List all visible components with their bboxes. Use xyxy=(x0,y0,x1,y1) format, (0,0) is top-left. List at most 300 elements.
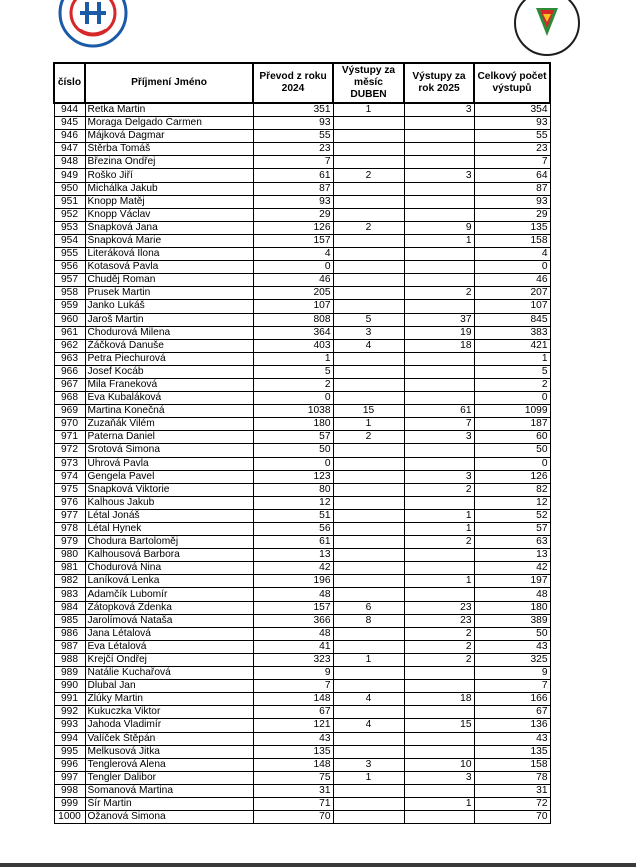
table-row xyxy=(54,169,550,182)
row-number: 1000 xyxy=(54,811,85,824)
table-row xyxy=(54,156,550,169)
row-number: 998 xyxy=(54,784,85,797)
row-month-climbs xyxy=(333,732,404,745)
row-year-climbs: 3 xyxy=(404,771,474,784)
row-number: 971 xyxy=(54,431,85,444)
row-year-climbs: 18 xyxy=(404,693,474,706)
row-year-climbs: 2 xyxy=(404,287,474,300)
row-month-climbs xyxy=(333,509,404,522)
row-year-climbs xyxy=(404,588,474,601)
row-total-climbs: 158 xyxy=(474,758,550,771)
row-name: Žáčková Danuše xyxy=(85,339,253,352)
row-year-climbs xyxy=(404,811,474,824)
row-transfer-2024: 67 xyxy=(253,706,333,719)
row-name: Tengler Dalibor xyxy=(85,771,253,784)
row-year-climbs xyxy=(404,392,474,405)
table-row xyxy=(54,287,550,300)
table-row xyxy=(54,653,550,666)
row-number: 973 xyxy=(54,457,85,470)
table-row xyxy=(54,418,550,431)
row-month-climbs xyxy=(333,234,404,247)
header-name: Příjmení Jméno xyxy=(85,63,253,103)
row-number: 947 xyxy=(54,143,85,156)
row-number: 945 xyxy=(54,117,85,130)
row-month-climbs xyxy=(333,365,404,378)
row-total-climbs: 166 xyxy=(474,693,550,706)
row-name: Létal Jonáš xyxy=(85,509,253,522)
row-total-climbs: 42 xyxy=(474,562,550,575)
table-row xyxy=(54,300,550,313)
row-transfer-2024: 56 xyxy=(253,523,333,536)
table-row xyxy=(54,431,550,444)
row-year-climbs xyxy=(404,680,474,693)
row-year-climbs xyxy=(404,457,474,470)
row-transfer-2024: 7 xyxy=(253,156,333,169)
table-row xyxy=(54,103,550,117)
row-total-climbs: 1 xyxy=(474,352,550,365)
row-transfer-2024: 123 xyxy=(253,470,333,483)
row-month-climbs xyxy=(333,287,404,300)
row-year-climbs xyxy=(404,365,474,378)
header-month-climbs: Výstupy za měsíc DUBEN xyxy=(333,63,404,103)
row-total-climbs: 29 xyxy=(474,208,550,221)
row-transfer-2024: 157 xyxy=(253,234,333,247)
row-number: 969 xyxy=(54,405,85,418)
row-name: Májková Dagmar xyxy=(85,130,253,143)
row-month-climbs xyxy=(333,680,404,693)
row-year-climbs xyxy=(404,130,474,143)
row-year-climbs xyxy=(404,143,474,156)
row-month-climbs xyxy=(333,784,404,797)
row-transfer-2024: 196 xyxy=(253,575,333,588)
row-transfer-2024: 403 xyxy=(253,339,333,352)
row-transfer-2024: 351 xyxy=(253,103,333,117)
row-number: 978 xyxy=(54,523,85,536)
row-total-climbs: 4 xyxy=(474,248,550,261)
row-year-climbs: 3 xyxy=(404,169,474,182)
row-name: Eva Kubaláková xyxy=(85,392,253,405)
table-row xyxy=(54,444,550,457)
row-year-climbs xyxy=(404,195,474,208)
row-transfer-2024: 0 xyxy=(253,261,333,274)
row-name: Zuzaňák Vilém xyxy=(85,418,253,431)
row-month-climbs: 1 xyxy=(333,418,404,431)
row-number: 991 xyxy=(54,693,85,706)
table-row xyxy=(54,378,550,391)
row-name: Březina Ondřej xyxy=(85,156,253,169)
row-number: 988 xyxy=(54,653,85,666)
row-total-climbs: 60 xyxy=(474,431,550,444)
row-transfer-2024: 70 xyxy=(253,811,333,824)
row-total-climbs: 207 xyxy=(474,287,550,300)
table-row xyxy=(54,784,550,797)
row-month-climbs: 2 xyxy=(333,221,404,234)
table-row xyxy=(54,496,550,509)
row-year-climbs: 1 xyxy=(404,575,474,588)
table-row xyxy=(54,182,550,195)
row-year-climbs: 15 xyxy=(404,719,474,732)
row-transfer-2024: 29 xyxy=(253,208,333,221)
row-month-climbs: 3 xyxy=(333,758,404,771)
row-month-climbs xyxy=(333,536,404,549)
row-month-climbs xyxy=(333,667,404,680)
row-transfer-2024: 51 xyxy=(253,509,333,522)
row-transfer-2024: 75 xyxy=(253,771,333,784)
row-name: Dlubal Jan xyxy=(85,680,253,693)
row-month-climbs xyxy=(333,457,404,470)
row-name: Zlúky Martin xyxy=(85,693,253,706)
row-total-climbs: 93 xyxy=(474,117,550,130)
row-transfer-2024: 2 xyxy=(253,378,333,391)
row-number: 967 xyxy=(54,378,85,391)
row-total-climbs: 48 xyxy=(474,588,550,601)
table-header-row xyxy=(54,63,550,103)
row-name: Prusek Martin xyxy=(85,287,253,300)
table-row xyxy=(54,365,550,378)
row-total-climbs: 52 xyxy=(474,509,550,522)
row-name: Ožanová Simona xyxy=(85,811,253,824)
row-year-climbs: 2 xyxy=(404,640,474,653)
table-row xyxy=(54,536,550,549)
table-row xyxy=(54,221,550,234)
row-transfer-2024: 23 xyxy=(253,143,333,156)
row-number: 946 xyxy=(54,130,85,143)
row-transfer-2024: 48 xyxy=(253,588,333,601)
row-transfer-2024: 12 xyxy=(253,496,333,509)
table-row xyxy=(54,811,550,824)
row-month-climbs xyxy=(333,562,404,575)
row-month-climbs xyxy=(333,261,404,274)
row-year-climbs: 9 xyxy=(404,221,474,234)
row-total-climbs: 55 xyxy=(474,130,550,143)
table-row xyxy=(54,313,550,326)
row-total-climbs: 67 xyxy=(474,706,550,719)
row-year-climbs xyxy=(404,352,474,365)
table-row xyxy=(54,680,550,693)
row-month-climbs xyxy=(333,444,404,457)
row-name: Kalhous Jakub xyxy=(85,496,253,509)
row-month-climbs xyxy=(333,588,404,601)
row-name: Létal Hynek xyxy=(85,523,253,536)
row-number: 986 xyxy=(54,627,85,640)
row-transfer-2024: 7 xyxy=(253,680,333,693)
table-row xyxy=(54,562,550,575)
row-total-climbs: 13 xyxy=(474,549,550,562)
row-total-climbs: 389 xyxy=(474,614,550,627)
row-number: 985 xyxy=(54,614,85,627)
row-total-climbs: 64 xyxy=(474,169,550,182)
row-year-climbs xyxy=(404,261,474,274)
row-name: Kalhousová Barbora xyxy=(85,549,253,562)
row-year-climbs: 1 xyxy=(404,234,474,247)
header-number: číslo xyxy=(54,63,85,103)
climbs-table xyxy=(53,62,551,824)
row-total-climbs: 31 xyxy=(474,784,550,797)
row-total-climbs: 82 xyxy=(474,483,550,496)
row-year-climbs: 37 xyxy=(404,313,474,326)
row-month-climbs xyxy=(333,378,404,391)
row-month-climbs xyxy=(333,523,404,536)
row-total-climbs: 136 xyxy=(474,719,550,732)
row-total-climbs: 46 xyxy=(474,274,550,287)
table-row xyxy=(54,758,550,771)
row-transfer-2024: 135 xyxy=(253,745,333,758)
row-name: Paterna Daniel xyxy=(85,431,253,444)
row-year-climbs xyxy=(404,667,474,680)
row-month-climbs: 4 xyxy=(333,719,404,732)
header-year-climbs: Výstupy za rok 2025 xyxy=(404,63,474,103)
row-total-climbs: 197 xyxy=(474,575,550,588)
row-month-climbs: 1 xyxy=(333,653,404,666)
row-name: Literáková Ilona xyxy=(85,248,253,261)
row-number: 962 xyxy=(54,339,85,352)
row-total-climbs: 43 xyxy=(474,640,550,653)
row-transfer-2024: 80 xyxy=(253,483,333,496)
table-row xyxy=(54,117,550,130)
row-month-climbs: 2 xyxy=(333,169,404,182)
row-transfer-2024: 5 xyxy=(253,365,333,378)
row-name: Gengela Pavel xyxy=(85,470,253,483)
row-number: 975 xyxy=(54,483,85,496)
row-month-climbs: 3 xyxy=(333,326,404,339)
header-transfer-2024: Převod z roku 2024 xyxy=(253,63,333,103)
table-row xyxy=(54,405,550,418)
row-month-climbs xyxy=(333,143,404,156)
row-number: 966 xyxy=(54,365,85,378)
row-name: Moraga Delgado Carmen xyxy=(85,117,253,130)
row-name: Jarolímová Nataša xyxy=(85,614,253,627)
row-month-climbs xyxy=(333,706,404,719)
row-month-climbs xyxy=(333,248,404,261)
row-name: Šnapková Viktorie xyxy=(85,483,253,496)
row-name: Martina Konečná xyxy=(85,405,253,418)
row-name: Petra Piechurová xyxy=(85,352,253,365)
row-total-climbs: 43 xyxy=(474,732,550,745)
table-row xyxy=(54,693,550,706)
row-number: 996 xyxy=(54,758,85,771)
row-number: 963 xyxy=(54,352,85,365)
row-name: Krejčí Ondřej xyxy=(85,653,253,666)
row-total-climbs: 78 xyxy=(474,771,550,784)
row-total-climbs: 0 xyxy=(474,392,550,405)
table-row xyxy=(54,195,550,208)
club-right-logo xyxy=(512,0,582,58)
row-year-climbs xyxy=(404,378,474,391)
row-month-climbs: 8 xyxy=(333,614,404,627)
table-row xyxy=(54,614,550,627)
row-transfer-2024: 31 xyxy=(253,784,333,797)
row-total-climbs: 72 xyxy=(474,797,550,810)
row-number: 979 xyxy=(54,536,85,549)
row-number: 952 xyxy=(54,208,85,221)
row-number: 953 xyxy=(54,221,85,234)
row-year-climbs: 2 xyxy=(404,483,474,496)
row-month-climbs: 4 xyxy=(333,339,404,352)
row-transfer-2024: 0 xyxy=(253,457,333,470)
row-transfer-2024: 55 xyxy=(253,130,333,143)
row-year-climbs: 23 xyxy=(404,614,474,627)
row-number: 982 xyxy=(54,575,85,588)
row-number: 970 xyxy=(54,418,85,431)
row-name: Šrotová Simona xyxy=(85,444,253,457)
row-transfer-2024: 57 xyxy=(253,431,333,444)
row-transfer-2024: 4 xyxy=(253,248,333,261)
row-total-climbs: 325 xyxy=(474,653,550,666)
table-row xyxy=(54,130,550,143)
row-name: Janko Lukáš xyxy=(85,300,253,313)
row-transfer-2024: 1 xyxy=(253,352,333,365)
row-month-climbs xyxy=(333,811,404,824)
table-row xyxy=(54,771,550,784)
row-number: 958 xyxy=(54,287,85,300)
row-name: Chodurová Milena xyxy=(85,326,253,339)
row-number: 955 xyxy=(54,248,85,261)
row-month-climbs: 1 xyxy=(333,103,404,117)
row-total-climbs: 7 xyxy=(474,156,550,169)
row-year-climbs: 1 xyxy=(404,509,474,522)
row-month-climbs xyxy=(333,496,404,509)
row-year-climbs: 61 xyxy=(404,405,474,418)
row-year-climbs xyxy=(404,562,474,575)
table-row xyxy=(54,797,550,810)
row-year-climbs: 19 xyxy=(404,326,474,339)
row-number: 961 xyxy=(54,326,85,339)
row-name: Kotasová Pavla xyxy=(85,261,253,274)
row-name: Kukuczka Viktor xyxy=(85,706,253,719)
row-month-climbs xyxy=(333,470,404,483)
row-number: 987 xyxy=(54,640,85,653)
row-transfer-2024: 366 xyxy=(253,614,333,627)
table-row xyxy=(54,248,550,261)
row-name: Šnapková Marie xyxy=(85,234,253,247)
row-name: Michálka Jakub xyxy=(85,182,253,195)
row-transfer-2024: 364 xyxy=(253,326,333,339)
row-year-climbs: 23 xyxy=(404,601,474,614)
row-name: Josef Kocáb xyxy=(85,365,253,378)
row-total-climbs: 5 xyxy=(474,365,550,378)
row-number: 977 xyxy=(54,509,85,522)
row-year-climbs xyxy=(404,182,474,195)
row-transfer-2024: 205 xyxy=(253,287,333,300)
row-total-climbs: 421 xyxy=(474,339,550,352)
row-month-climbs: 4 xyxy=(333,693,404,706)
row-year-climbs: 1 xyxy=(404,797,474,810)
row-total-climbs: 23 xyxy=(474,143,550,156)
row-name: Uhrová Pavla xyxy=(85,457,253,470)
row-number: 974 xyxy=(54,470,85,483)
row-transfer-2024: 61 xyxy=(253,169,333,182)
table-row xyxy=(54,234,550,247)
row-month-climbs xyxy=(333,797,404,810)
row-month-climbs: 15 xyxy=(333,405,404,418)
row-month-climbs xyxy=(333,195,404,208)
row-number: 995 xyxy=(54,745,85,758)
row-total-climbs: 50 xyxy=(474,627,550,640)
row-transfer-2024: 61 xyxy=(253,536,333,549)
table-row xyxy=(54,627,550,640)
row-number: 956 xyxy=(54,261,85,274)
row-number: 976 xyxy=(54,496,85,509)
row-transfer-2024: 42 xyxy=(253,562,333,575)
row-name: Mila Franeková xyxy=(85,378,253,391)
row-year-climbs xyxy=(404,549,474,562)
row-month-climbs xyxy=(333,549,404,562)
row-name: Roško Jiří xyxy=(85,169,253,182)
row-transfer-2024: 93 xyxy=(253,117,333,130)
table-row xyxy=(54,339,550,352)
row-number: 999 xyxy=(54,797,85,810)
row-number: 994 xyxy=(54,732,85,745)
row-transfer-2024: 126 xyxy=(253,221,333,234)
row-number: 993 xyxy=(54,719,85,732)
row-name: Knopp Matěj xyxy=(85,195,253,208)
row-month-climbs xyxy=(333,352,404,365)
table-row xyxy=(54,208,550,221)
row-year-climbs xyxy=(404,784,474,797)
row-year-climbs: 3 xyxy=(404,470,474,483)
table-row xyxy=(54,143,550,156)
row-transfer-2024: 157 xyxy=(253,601,333,614)
row-number: 990 xyxy=(54,680,85,693)
row-name: Adamčík Lubomír xyxy=(85,588,253,601)
row-total-climbs: 135 xyxy=(474,745,550,758)
row-total-climbs: 180 xyxy=(474,601,550,614)
row-name: Laníková Lenka xyxy=(85,575,253,588)
row-year-climbs xyxy=(404,706,474,719)
row-transfer-2024: 43 xyxy=(253,732,333,745)
row-transfer-2024: 0 xyxy=(253,392,333,405)
row-month-climbs xyxy=(333,483,404,496)
row-month-climbs xyxy=(333,745,404,758)
row-month-climbs xyxy=(333,392,404,405)
table-row xyxy=(54,732,550,745)
row-name: Jahoda Vladimír xyxy=(85,719,253,732)
row-month-climbs xyxy=(333,156,404,169)
table-row xyxy=(54,588,550,601)
table-row xyxy=(54,326,550,339)
table-row xyxy=(54,719,550,732)
row-name: Jaroš Martin xyxy=(85,313,253,326)
row-total-climbs: 354 xyxy=(474,103,550,117)
row-year-climbs xyxy=(404,745,474,758)
row-name: Jana Létalová xyxy=(85,627,253,640)
row-transfer-2024: 71 xyxy=(253,797,333,810)
table-row xyxy=(54,523,550,536)
row-year-climbs: 7 xyxy=(404,418,474,431)
row-transfer-2024: 148 xyxy=(253,758,333,771)
row-total-climbs: 50 xyxy=(474,444,550,457)
row-month-climbs xyxy=(333,640,404,653)
row-month-climbs: 1 xyxy=(333,771,404,784)
row-month-climbs xyxy=(333,130,404,143)
row-number: 981 xyxy=(54,562,85,575)
row-number: 957 xyxy=(54,274,85,287)
header-total-climbs: Celkový počet výstupů xyxy=(474,63,550,103)
row-total-climbs: 126 xyxy=(474,470,550,483)
row-month-climbs xyxy=(333,182,404,195)
row-total-climbs: 57 xyxy=(474,523,550,536)
row-name: Šomanová Martina xyxy=(85,784,253,797)
row-name: Valíček Štěpán xyxy=(85,732,253,745)
row-transfer-2024: 41 xyxy=(253,640,333,653)
row-year-climbs: 1 xyxy=(404,523,474,536)
row-month-climbs xyxy=(333,208,404,221)
row-transfer-2024: 93 xyxy=(253,195,333,208)
row-name: Šír Martin xyxy=(85,797,253,810)
row-year-climbs: 18 xyxy=(404,339,474,352)
row-number: 949 xyxy=(54,169,85,182)
row-name: Natálie Kuchařová xyxy=(85,667,253,680)
